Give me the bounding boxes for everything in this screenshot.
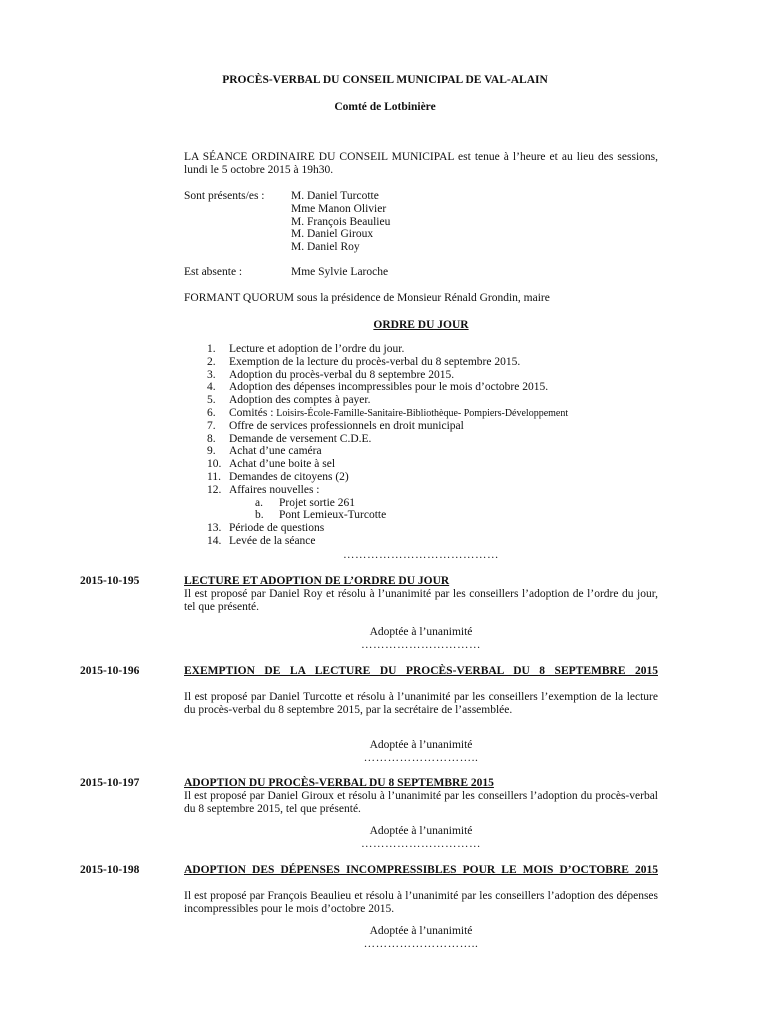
agenda-title: ORDRE DU JOUR [373, 319, 469, 331]
absent-name: Mme Sylvie Laroche [291, 266, 389, 278]
resolution-body: Il est proposé par François Beaulieu et résolu à l’unanimité par les conseillers l’adoption des dépenses incompressibles pour le mois d’octobre 2015. [184, 890, 658, 915]
resolution-number: 2015-10-195 [80, 575, 140, 587]
resolution-title: LECTURE ET ADOPTION DE L’ORDRE DU JOUR [184, 575, 450, 587]
present-name: M. Daniel Giroux [291, 228, 374, 241]
resolution-separator: ………………………… [361, 639, 481, 651]
resolution-title: ADOPTION DU PROCÈS-VERBAL DU 8 SEPTEMBRE 2015 [184, 777, 494, 789]
resolution-separator: ……………………….. [363, 752, 479, 764]
resolution-number: 2015-10-197 [80, 777, 140, 789]
presents-list [291, 190, 390, 254]
present-name: Mme Manon Olivier [291, 202, 387, 215]
resolution-title: ADOPTION DES DÉPENSES INCOMPRESSIBLES POUR LE MOIS D’OCTOBRE 2015 [184, 864, 658, 876]
document-subtitle: Comté de Lotbinière [334, 101, 436, 113]
document-title: PROCÈS-VERBAL DU CONSEIL MUNICIPAL DE VAL-ALAIN [222, 74, 548, 86]
present-name: M. Daniel Roy [291, 241, 360, 254]
resolution-number: 2015-10-198 [80, 864, 140, 876]
resolution-number: 2015-10-196 [80, 665, 140, 677]
document-page: PROCÈS-VERBAL DU CONSEIL MUNICIPAL DE VAL-ALAIN Comté de Lotbinière LA SÉANCE ORDINAIRE DU CONSEIL MUNICIPAL est tenue à l’heure et au lieu des sessions, lundi le 5 octobre 2015 à 19h30. Sont présents/es : M. Daniel Turcotte Mme Manon Olivier M. François Beaulieu M. Daniel Giroux M. Daniel Roy Est absente : Mme Sylvie Laroche FORMANT QUORUM sous la présidence de Monsieur Rénald Grondin, maire ORDRE DU JOUR 1. Lecture et adoption de l’ordre du jour. 2. Exemption de la lecture du procès-verbal du 8 septembre 2015. 3. Adoption du procès-verbal du 8 septembre 2015. 4. Adoption des dépenses incompressibles pour le mois d’octobre 2015. 5. Adoption des comptes à payer. 6. Comités : Loisirs-École-Famille-Sanitaire-Bibliothèque- Pompiers-Développement 7. Offre de services professionnels en droit municipal 8. Demande de versement C.D.E. 9. Achat d’une caméra 10. Achat d’une boite à sel 11. Demandes de citoyens (2) 12. Affaires nouvelles : a. Projet sortie 261 b. Pont Lemieux-Turcotte 13. Période de questions 14. Levée de la séance ………………………………… 2015-10-195 LECTURE ET ADOPTION DE L’ORDRE DU JOUR Il est proposé par Daniel Roy et résolu à l’unanimité par les conseillers l’adoption de l’ordre du jour, tel que présenté. Adoptée à l’unanimité ………………………… 2015-10-196 EXEMPTION DE LA LECTURE DU PROCÈS-VERBAL DU 8 SEPTEMBRE 2015 Il est proposé par Daniel Turcotte et résolu à l’unanimité par les conseillers l’exemption de la lecture du procès-verbal du 8 septembre 2015, par la secrétaire de l’assemblée. Adoptée à l’unanimité ……………………….. 2015-10-197 ADOPTION DU PROCÈS-VERBAL DU 8 SEPTEMBRE 2015 Il est proposé par Daniel Giroux et résolu à l’unanimité par les conseillers l’adoption du procès-verbal du 8 septembre 2015, tel que présenté. Adoptée à l’unanimité ………………………… 2015-10-198 ADOPTION DES DÉPENSES INCOMPRESSIBLES POUR LE MOIS D’OCTOBRE 2015 Il est proposé par François Beaulieu et résolu à l’unanimité par les conseillers l’adoption des dépenses incompressibles pour le mois d’octobre 2015. Adoptée à l’unanimité ……………………….. [0, 0, 770, 1024]
resolution-separator: ……………………….. [363, 938, 479, 950]
resolution-body: Il est proposé par Daniel Turcotte et résolu à l’unanimité par les conseillers l’exemption de la lecture du procès-verbal du 8 septembre 2015, par la secrétaire de l’assemblée. [184, 691, 658, 716]
intro-paragraph: LA SÉANCE ORDINAIRE DU CONSEIL MUNICIPAL est tenue à l’heure et au lieu des sessions, lundi le 5 octobre 2015 à 19h30. [184, 151, 658, 176]
present-name: M. Daniel Turcotte [291, 190, 379, 202]
absent-label: Est absente : [184, 266, 243, 278]
presents-label: Sont présents/es : [184, 190, 265, 202]
present-name: M. François Beaulieu [291, 215, 391, 228]
resolution-body: Il est proposé par Daniel Giroux et résolu à l’unanimité par les conseillers l’adoption du procès-verbal du 8 septembre 2015, tel que présenté. [184, 790, 658, 815]
resolution-adopted: Adoptée à l’unanimité [369, 925, 473, 937]
resolution-title: EXEMPTION DE LA LECTURE DU PROCÈS-VERBAL DU 8 SEPTEMBRE 2015 [184, 665, 658, 677]
quorum-statement: FORMANT QUORUM sous la présidence de Monsieur Rénald Grondin, maire [184, 292, 550, 304]
agenda-separator: ………………………………… [343, 549, 499, 561]
resolution-adopted: Adoptée à l’unanimité [369, 626, 473, 638]
resolution-body: Il est proposé par Daniel Roy et résolu à l’unanimité par les conseillers l’adoption de l’ordre du jour, tel que présenté. [184, 588, 658, 613]
resolution-separator: ………………………… [361, 838, 481, 850]
resolution-adopted: Adoptée à l’unanimité [369, 739, 473, 751]
resolution-adopted: Adoptée à l’unanimité [369, 825, 473, 837]
